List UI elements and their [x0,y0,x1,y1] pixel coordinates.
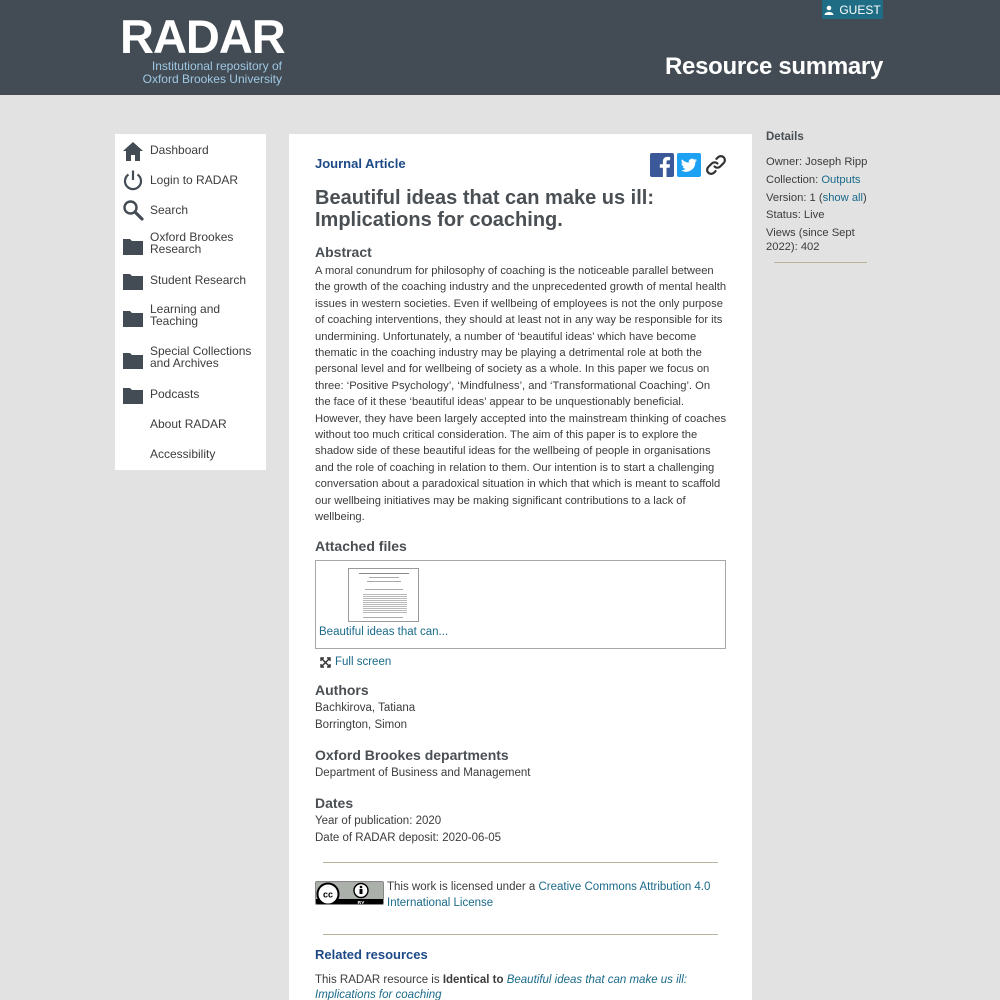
sidebar-item-podcasts[interactable] [115,382,266,408]
version-suffix: ) [863,192,867,204]
publication-year: Year of publication: 2020 [315,815,442,827]
sidebar-item-learning-and-teaching[interactable] [115,302,266,332]
folder-icon [122,235,144,257]
collection-prefix: Collection: [766,174,822,186]
facebook-icon[interactable] [650,153,674,177]
divider [323,862,718,863]
license-link[interactable]: Creative Commons Attribution 4.0 International License [387,881,711,909]
related-resources-heading: Related resources [315,947,428,962]
divider [774,262,867,263]
sidebar-item-label: Special Collections and Archives [150,344,252,370]
radar-logo[interactable] [120,10,285,86]
sidebar-item-label: Accessibility [150,447,216,461]
sidebar-item-special-collections[interactable] [115,344,266,374]
details-panel [766,131,876,253]
sidebar-nav [115,134,266,470]
resource-panel [289,134,752,1000]
attached-files-box [315,560,726,649]
sidebar-item-label: Learning and Teaching [150,302,221,328]
sidebar-item-login[interactable] [115,167,266,193]
deposit-date: Date of RADAR deposit: 2020-06-05 [315,832,502,844]
views-text: Views (since Sept 2022): 402 [766,227,855,253]
sidebar-item-label: Student Research [150,273,247,287]
sidebar-item-label: Podcasts [150,387,200,401]
version-prefix: Version: 1 ( [766,192,823,204]
license-prefix: This work is licensed under a [387,881,539,893]
twitter-icon[interactable] [677,153,701,177]
file-thumbnail[interactable] [348,568,419,622]
resource-title: Beautiful ideas that can make us ill: Implications for coaching. [315,187,654,231]
sidebar-item-label: Dashboard [150,143,209,157]
cc-by-badge[interactable] [315,881,384,905]
user-icon [824,5,834,15]
related-resource-text [315,973,725,1000]
status-text: Status: Live [766,209,825,221]
site-header [0,0,1000,95]
page-title: Resource summary [665,53,883,80]
share-buttons [650,153,728,177]
related-relation: Identical to [442,974,504,986]
guest-label: GUEST [839,2,881,17]
logo-subtitle-2: Oxford Brookes University [142,72,282,86]
sidebar-item-label: About RADAR [150,417,227,431]
folder-icon [122,349,144,371]
related-prefix: This RADAR resource is [315,974,443,986]
sidebar-item-search[interactable] [115,197,266,223]
folder-icon [122,307,144,329]
guest-button[interactable] [822,0,883,19]
attached-files-heading: Attached files [315,538,407,554]
collection-text [766,173,876,187]
collection-link[interactable]: Outputs [821,174,861,186]
logo-subtitle-1: Institutional repository of [151,59,282,73]
fullscreen-button[interactable] [320,656,391,668]
logo-wordmark: RADAR [120,10,285,63]
svg-text:BY: BY [357,901,365,905]
show-all-versions-link[interactable]: show all [822,192,864,204]
dates-heading: Dates [315,795,354,811]
abstract-text: A moral conundrum for philosophy of coaching is the noticeable parallel between the growth of the coaching industry and the unprecedented growth of mental health issues in western societies. Even if wellbeing of employees is not the only purpose of coaching interventions, they should at least not in any way be responsible for its undermining. Unfortunately, a number of ‘beautiful ideas’ which have become thematic in the coaching industry may be playing a detrimental role at both the personal level and for wellbeing of society as a whole. In this paper we focus on three: ‘Positive Psychology’, ‘Mindfulness’, and ‘Transformational Coaching’. On the face of it these ‘beautiful ideas’ appear to be unquestionably beneficial. However, they have been largely accepted into the mainstream thinking of coaches without too much critical consideration. The aim of this paper is to explore the shadow side of these beautiful ideas for the wellbeing of people in organisations and the role of coaching in relation to them. Our intention is to start a challenging conversation about a paradoxical situation in which that which is meant to scaffold our wellbeing initiatives may be making significant contributions to a lack of wellbeing. [315,265,727,524]
license-text [387,879,727,911]
sidebar-item-student-research[interactable] [115,268,266,294]
author-name: Bachkirova, Tatiana [315,702,416,714]
version-text [766,191,876,205]
sidebar-item-oxford-brookes-research[interactable] [115,230,266,260]
svg-text:cc: cc [322,889,334,900]
owner-text: Owner: Joseph Ripp [766,156,868,168]
sidebar-item-about-radar[interactable] [115,414,266,434]
folder-icon [122,270,144,292]
home-icon [122,140,144,162]
sidebar-item-dashboard[interactable] [115,137,266,163]
divider [323,934,718,935]
sidebar-item-label: Search [150,203,189,217]
author-name: Borrington, Simon [315,719,408,731]
file-link[interactable]: Beautiful ideas that can... [319,626,449,638]
details-heading: Details [766,131,804,143]
link-icon[interactable] [704,153,728,177]
related-resource-link[interactable]: Beautiful ideas that can make us ill: Implications for coaching [315,974,687,1000]
sidebar-item-accessibility[interactable] [115,444,266,464]
expand-icon [320,657,331,668]
departments-heading: Oxford Brookes departments [315,747,509,763]
power-icon [122,169,144,191]
fullscreen-label: Full screen [335,656,392,668]
department-name: Department of Business and Management [315,767,531,779]
sidebar-item-label: Oxford Brookes Research [150,230,234,256]
folder-icon [122,384,144,406]
sidebar-item-label: Login to RADAR [150,173,239,187]
resource-type: Journal Article [315,156,406,171]
search-icon [122,199,144,221]
authors-heading: Authors [315,682,369,698]
abstract-heading: Abstract [315,244,372,260]
